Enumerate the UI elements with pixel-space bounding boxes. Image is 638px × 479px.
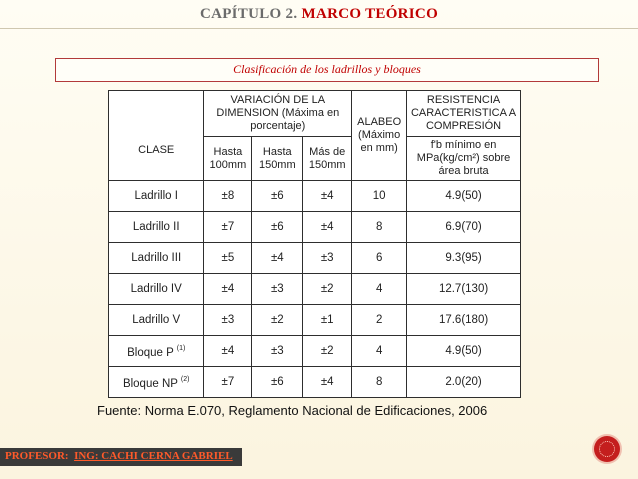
cell-hasta-100: ±4 bbox=[204, 336, 252, 367]
table-row bbox=[109, 274, 521, 305]
cell-resistencia: 12.7(130) bbox=[407, 274, 521, 305]
cell-alabeo: 4 bbox=[352, 274, 407, 305]
cell-clase: Bloque NP $^{(2)}$ bbox=[109, 367, 204, 398]
table-caption: Clasificación de los ladrillos y bloques bbox=[233, 62, 421, 76]
cell-hasta-100: ±8 bbox=[204, 181, 252, 212]
cell-mas-150: ±4 bbox=[303, 181, 352, 212]
footer-bar bbox=[0, 448, 242, 466]
footnote-marker: (1) bbox=[176, 345, 186, 352]
cell-alabeo: 4 bbox=[352, 336, 407, 367]
subheader-mas-150: Más de 150mm bbox=[303, 137, 352, 181]
table-row bbox=[109, 181, 521, 212]
cell-hasta-150: ±3 bbox=[252, 336, 303, 367]
table-row bbox=[109, 243, 521, 274]
cell-alabeo: 6 bbox=[352, 243, 407, 274]
cell-alabeo: 10 bbox=[352, 181, 407, 212]
cell-mas-150: ±3 bbox=[303, 243, 352, 274]
footnote-marker: (2) bbox=[180, 376, 190, 383]
cell-hasta-100: ±4 bbox=[204, 274, 252, 305]
cell-mas-150: ±2 bbox=[303, 336, 352, 367]
cell-hasta-150: ±6 bbox=[252, 367, 303, 398]
header-divider bbox=[0, 28, 638, 29]
cell-hasta-100: ±7 bbox=[204, 212, 252, 243]
chapter-label: CAPÍTULO 2. bbox=[199, 6, 298, 22]
cell-resistencia: 4.9(50) bbox=[407, 181, 521, 212]
header-resistencia: RESISTENCIA CARACTERISTICA A COMPRESIÓN bbox=[407, 91, 521, 137]
subheader-hasta-100: Hasta 100mm bbox=[204, 137, 252, 181]
cell-clase: Ladrillo V bbox=[109, 305, 204, 336]
subheader-hasta-150: Hasta 150mm bbox=[252, 137, 303, 181]
cell-hasta-100: ±3 bbox=[204, 305, 252, 336]
cell-hasta-150: ±2 bbox=[252, 305, 303, 336]
table-row bbox=[109, 212, 521, 243]
cell-clase: Bloque P $^{(1)}$ bbox=[109, 336, 204, 367]
cell-clase: Ladrillo II bbox=[109, 212, 204, 243]
cell-clase: Ladrillo III bbox=[109, 243, 204, 274]
cell-hasta-100: ±5 bbox=[204, 243, 252, 274]
cell-hasta-150: ±4 bbox=[252, 243, 303, 274]
cell-resistencia: 2.0(20) bbox=[407, 367, 521, 398]
chapter-heading bbox=[0, 6, 638, 23]
header-variacion: VARIACIÓN DE LA DIMENSION (Máxima en porcentaje) bbox=[204, 91, 352, 137]
cell-clase: Ladrillo IV bbox=[109, 274, 204, 305]
professor-name: ING: CACHI CERNA GABRIEL bbox=[74, 450, 233, 462]
source-note: Fuente: Norma E.070, Reglamento Nacional de Edificaciones, 2006 bbox=[97, 403, 488, 418]
classification-table bbox=[108, 90, 521, 398]
cell-alabeo: 8 bbox=[352, 367, 407, 398]
cell-resistencia: 6.9(70) bbox=[407, 212, 521, 243]
professor-label: PROFESOR: bbox=[5, 450, 69, 462]
cell-hasta-150: ±6 bbox=[252, 181, 303, 212]
cell-hasta-100: ±7 bbox=[204, 367, 252, 398]
table-row bbox=[109, 305, 521, 336]
cell-resistencia: 4.9(50) bbox=[407, 336, 521, 367]
cell-resistencia: 17.6(180) bbox=[407, 305, 521, 336]
cell-hasta-150: ±6 bbox=[252, 212, 303, 243]
caption-box bbox=[55, 58, 599, 82]
table-row bbox=[109, 367, 521, 398]
decorative-ring-icon bbox=[594, 436, 620, 462]
professor-credit bbox=[5, 450, 233, 462]
chapter-title: MARCO TEÓRICO bbox=[301, 6, 439, 22]
subheader-resistencia-unit: f'b mínimo en MPa(kg/cm²) sobre área bruta bbox=[407, 137, 521, 181]
cell-resistencia: 9.3(95) bbox=[407, 243, 521, 274]
cell-mas-150: ±2 bbox=[303, 274, 352, 305]
cell-clase: Ladrillo I bbox=[109, 181, 204, 212]
cell-alabeo: 8 bbox=[352, 212, 407, 243]
cell-mas-150: ±4 bbox=[303, 212, 352, 243]
cell-alabeo: 2 bbox=[352, 305, 407, 336]
cell-mas-150: ±1 bbox=[303, 305, 352, 336]
table-row bbox=[109, 336, 521, 367]
header-clase: CLASE bbox=[109, 91, 204, 181]
header-alabeo: ALABEO (Máximo en mm) bbox=[352, 91, 407, 181]
cell-mas-150: ±4 bbox=[303, 367, 352, 398]
cell-hasta-150: ±3 bbox=[252, 274, 303, 305]
